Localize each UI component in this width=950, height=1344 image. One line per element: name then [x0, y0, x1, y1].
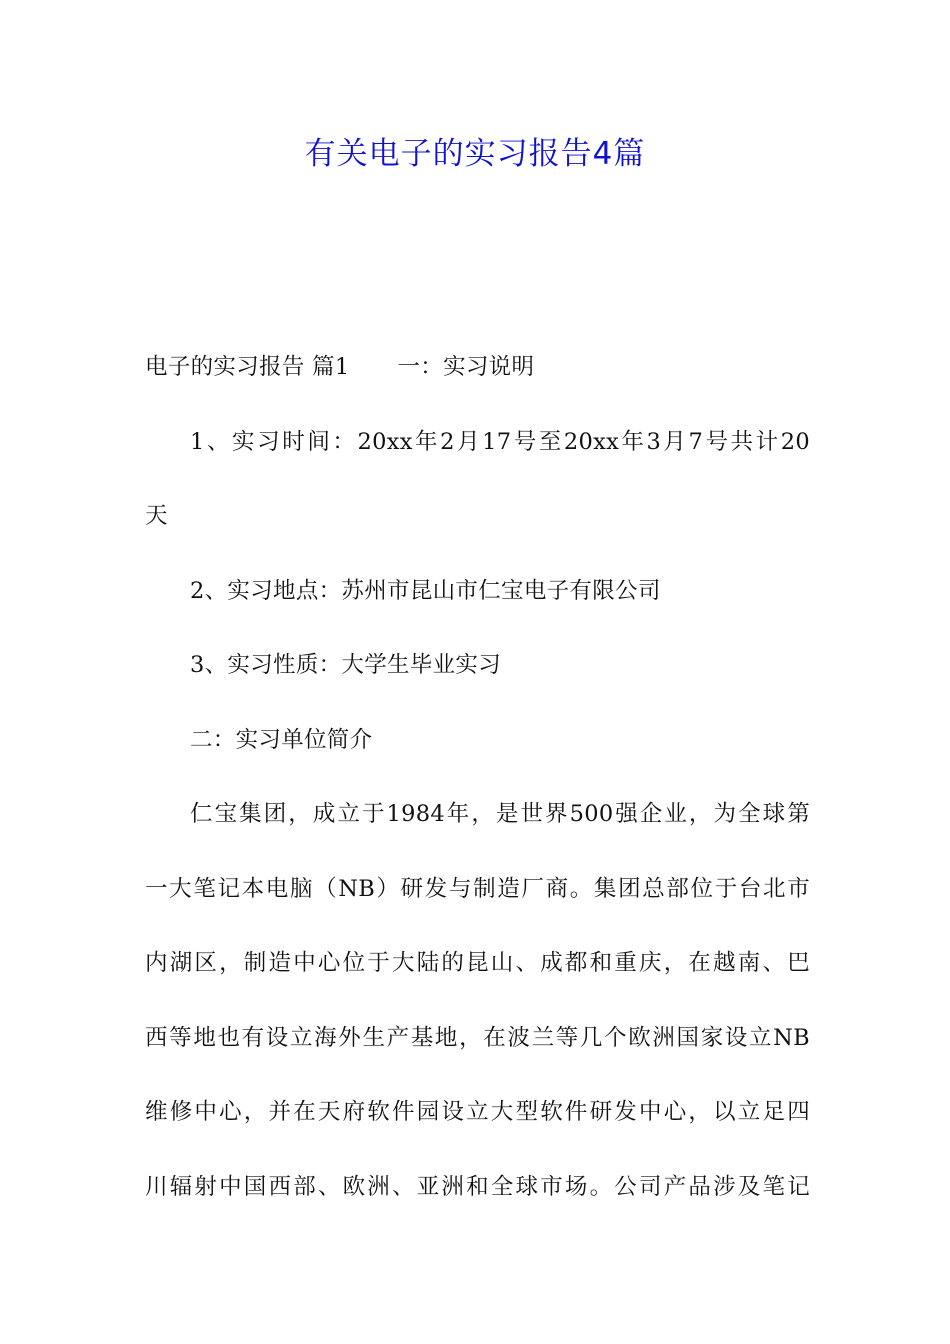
paragraph-line: 西等地也有设立海外生产基地，在波兰等几个欧洲国家设立NB [145, 1024, 810, 1051]
paragraph-line: 1、实习时间：20xx年2月17号至20xx年3月7号共计20 [190, 428, 810, 455]
paragraph-line: 2、实习地点：苏州市昆山市仁宝电子有限公司 [190, 577, 661, 604]
document-body [145, 330, 810, 1224]
report-part-label: 电子的实习报告 篇1 [145, 354, 350, 380]
section-heading-2: 二：实习单位简介 [190, 726, 373, 753]
paragraph-line: 维修中心，并在天府软件园设立大型软件研发中心，以立足四 [145, 1099, 810, 1125]
paragraph-line: 一大笔记本电脑（NB）研发与制造厂商。集团总部位于台北市 [145, 875, 810, 902]
paragraph-line-section-heading [145, 330, 810, 405]
paragraph-line: 仁宝集团，成立于1984年，是世界500强企业，为全球第 [190, 801, 810, 827]
paragraph-line: 3、实习性质：大学生毕业实习 [190, 652, 502, 678]
paragraph-line: 天 [145, 503, 168, 529]
section-heading-1: 一：实习说明 [397, 354, 535, 380]
paragraph-line: 内湖区，制造中心位于大陆的昆山、成都和重庆，在越南、巴 [145, 950, 810, 976]
paragraph-line: 川辐射中国西部、欧洲、亚洲和全球市场。公司产品涉及笔记 [145, 1173, 810, 1200]
document-title: 有关电子的实习报告4篇 [304, 136, 646, 172]
